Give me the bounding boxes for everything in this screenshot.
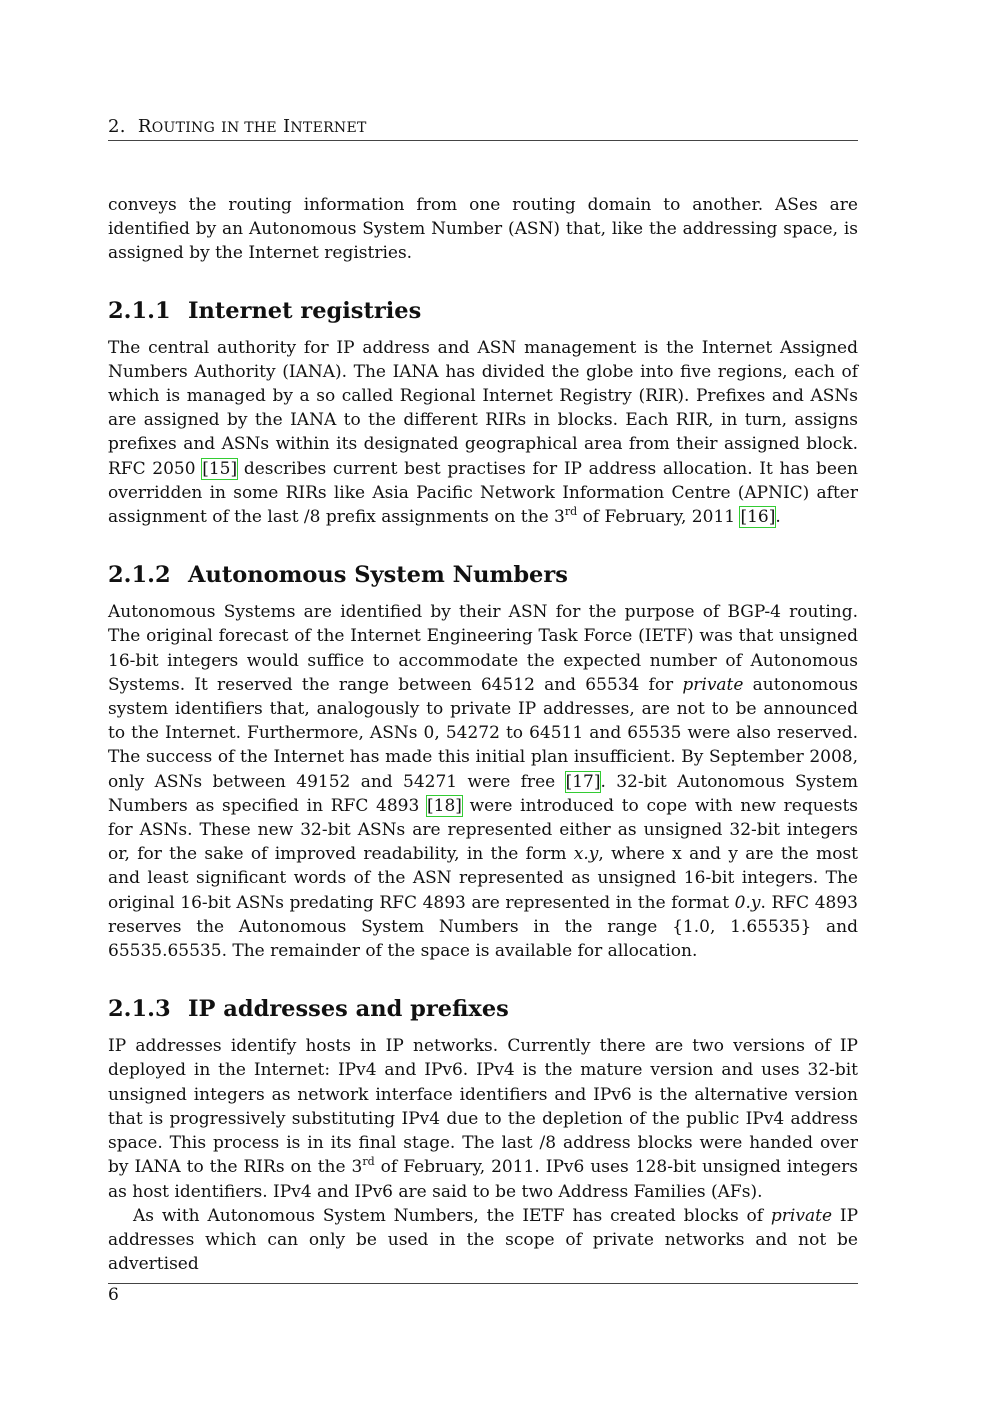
text-run: of February, 2011. IPv6 uses 128-bit unsigned integers as host identifiers. IPv4 and IPv6 are said to be two Address Families (AFs). (108, 1157, 858, 1202)
text-run: , where x and y are the most and least significant words of the ASN represented as unsigned 16-bit integers. The original 16-bit ASNs predating RFC 4893 are represented in the format (108, 844, 858, 913)
paragraph-internet-registries (108, 336, 858, 530)
text-run: IP addresses which can only be used in the scope of private networks and not be advertised (108, 1205, 859, 1275)
citation-link-16[interactable]: [16] (740, 507, 776, 528)
footer-rule (108, 1283, 858, 1284)
text-run: Autonomous Systems are identified by their ASN for the purpose of BGP-4 routing. The original forecast of the Internet Engineering Task Force (IETF) was that unsigned 16-bit integers would suffice to accommodate the expected number of Autonomous Systems. It reserved the range between 64512 and 65534 for (108, 602, 858, 695)
running-header (108, 116, 858, 141)
text-run: were introduced to cope with new requests for ASNs. These new 32-bit ASNs are represented either as unsigned 32-bit integers or, for the sake of improved readability, in the form (108, 795, 859, 865)
citation-link-18[interactable]: [18] (427, 795, 462, 816)
paragraph-ip-addresses-1 (108, 1034, 858, 1203)
text-run: autonomous system identifiers that, analogously to private IP addresses, are not to be announced to the Internet. Furthermore, ASNs 0, 54272 to 64511 and 65535 were also reserved. The success of the Internet has made this initial plan insufficient. By September 2008, only ASNs between 49152 and 54271 were free (108, 674, 859, 792)
text-run: . (775, 507, 781, 528)
paragraph-autonomous-system-numbers (108, 600, 858, 963)
superscript-rd: rd (362, 1155, 375, 1169)
citation-link-17[interactable]: [17] (565, 771, 601, 792)
text-run: The central authority for IP address and ASN management is the Internet Assigned Numbers Authority (IANA). The IANA has divided the globe into five regions, each of which is managed by a so called Regional Internet Registry (RIR). Prefixes and ASNs are assigned by the IANA to the different RIRs in blocks. Each RIR, in turn, assigns prefixes and ASNs within its designated geographical area from their assigned block. RFC 2050 (108, 337, 858, 479)
section-title: Autonomous System Numbers (188, 562, 568, 589)
emphasis-private: private (770, 1205, 832, 1226)
header-title-initial-i: I (282, 116, 291, 137)
section-title: Internet registries (188, 297, 422, 324)
section-heading-2-1-2 (108, 560, 858, 590)
section-number: 2.1.3 (108, 996, 171, 1023)
header-title-outing: OUTING (151, 120, 216, 136)
page-number: 6 (108, 1285, 119, 1305)
citation-link-15[interactable]: [15] (202, 458, 238, 479)
header-title-initial-r: R (137, 116, 152, 137)
section-title: IP addresses and prefixes (188, 996, 509, 1023)
text-run: of February, 2011 (577, 507, 741, 528)
emphasis-0-y: 0.y (734, 892, 761, 913)
text-run: As with Autonomous System Numbers, the IETF has created blocks of (133, 1205, 771, 1226)
text-run: . RFC 4893 reserves the Autonomous System Numbers in the range {1.0, 1.65535} and 65535.65535. The remainder of the space is available for allocation. (108, 892, 858, 962)
text-run: IP addresses identify hosts in IP networks. Currently there are two versions of IP deployed in the Internet: IPv4 and IPv6. IPv4 is the mature version and uses 32-bit unsigned integers as network interface identifiers and IPv6 is the alternative version that is progressively substituting IPv4 due to the depletion of the public IPv4 address space. This process is in its final stage. The last /8 address blocks were handed over by IANA to the RIRs on the 3 (108, 1036, 858, 1178)
section-heading-2-1-1 (108, 296, 858, 326)
header-title-in-the: IN THE (221, 120, 277, 136)
header-chapter-number: 2. (108, 116, 126, 137)
paragraph-ip-addresses-2 (108, 1204, 858, 1277)
intro-paragraph: conveys the routing information from one routing domain to another. ASes are identified by an Autonomous System Number (ASN) that, like the addressing space, is assigned by the Internet registries. (108, 195, 858, 264)
text-run: . 32-bit Autonomous System Numbers as specified in RFC 4893 (108, 771, 858, 816)
section-number: 2.1.1 (108, 297, 171, 324)
section-heading-2-1-3 (108, 994, 858, 1024)
superscript-rd: rd (564, 505, 578, 519)
text-run: describes current best practises for IP address allocation. It has been overridden in some RIRs like Asia Pacific Network Information Centre (APNIC) after assignment of the last /8 prefix assignments on the 3 (108, 458, 858, 528)
header-title-nternet: NTERNET (290, 120, 367, 136)
emphasis-private: private (682, 674, 744, 695)
section-number: 2.1.2 (108, 562, 171, 589)
page-body (108, 193, 858, 1276)
emphasis-x-y: x.y (573, 844, 599, 865)
